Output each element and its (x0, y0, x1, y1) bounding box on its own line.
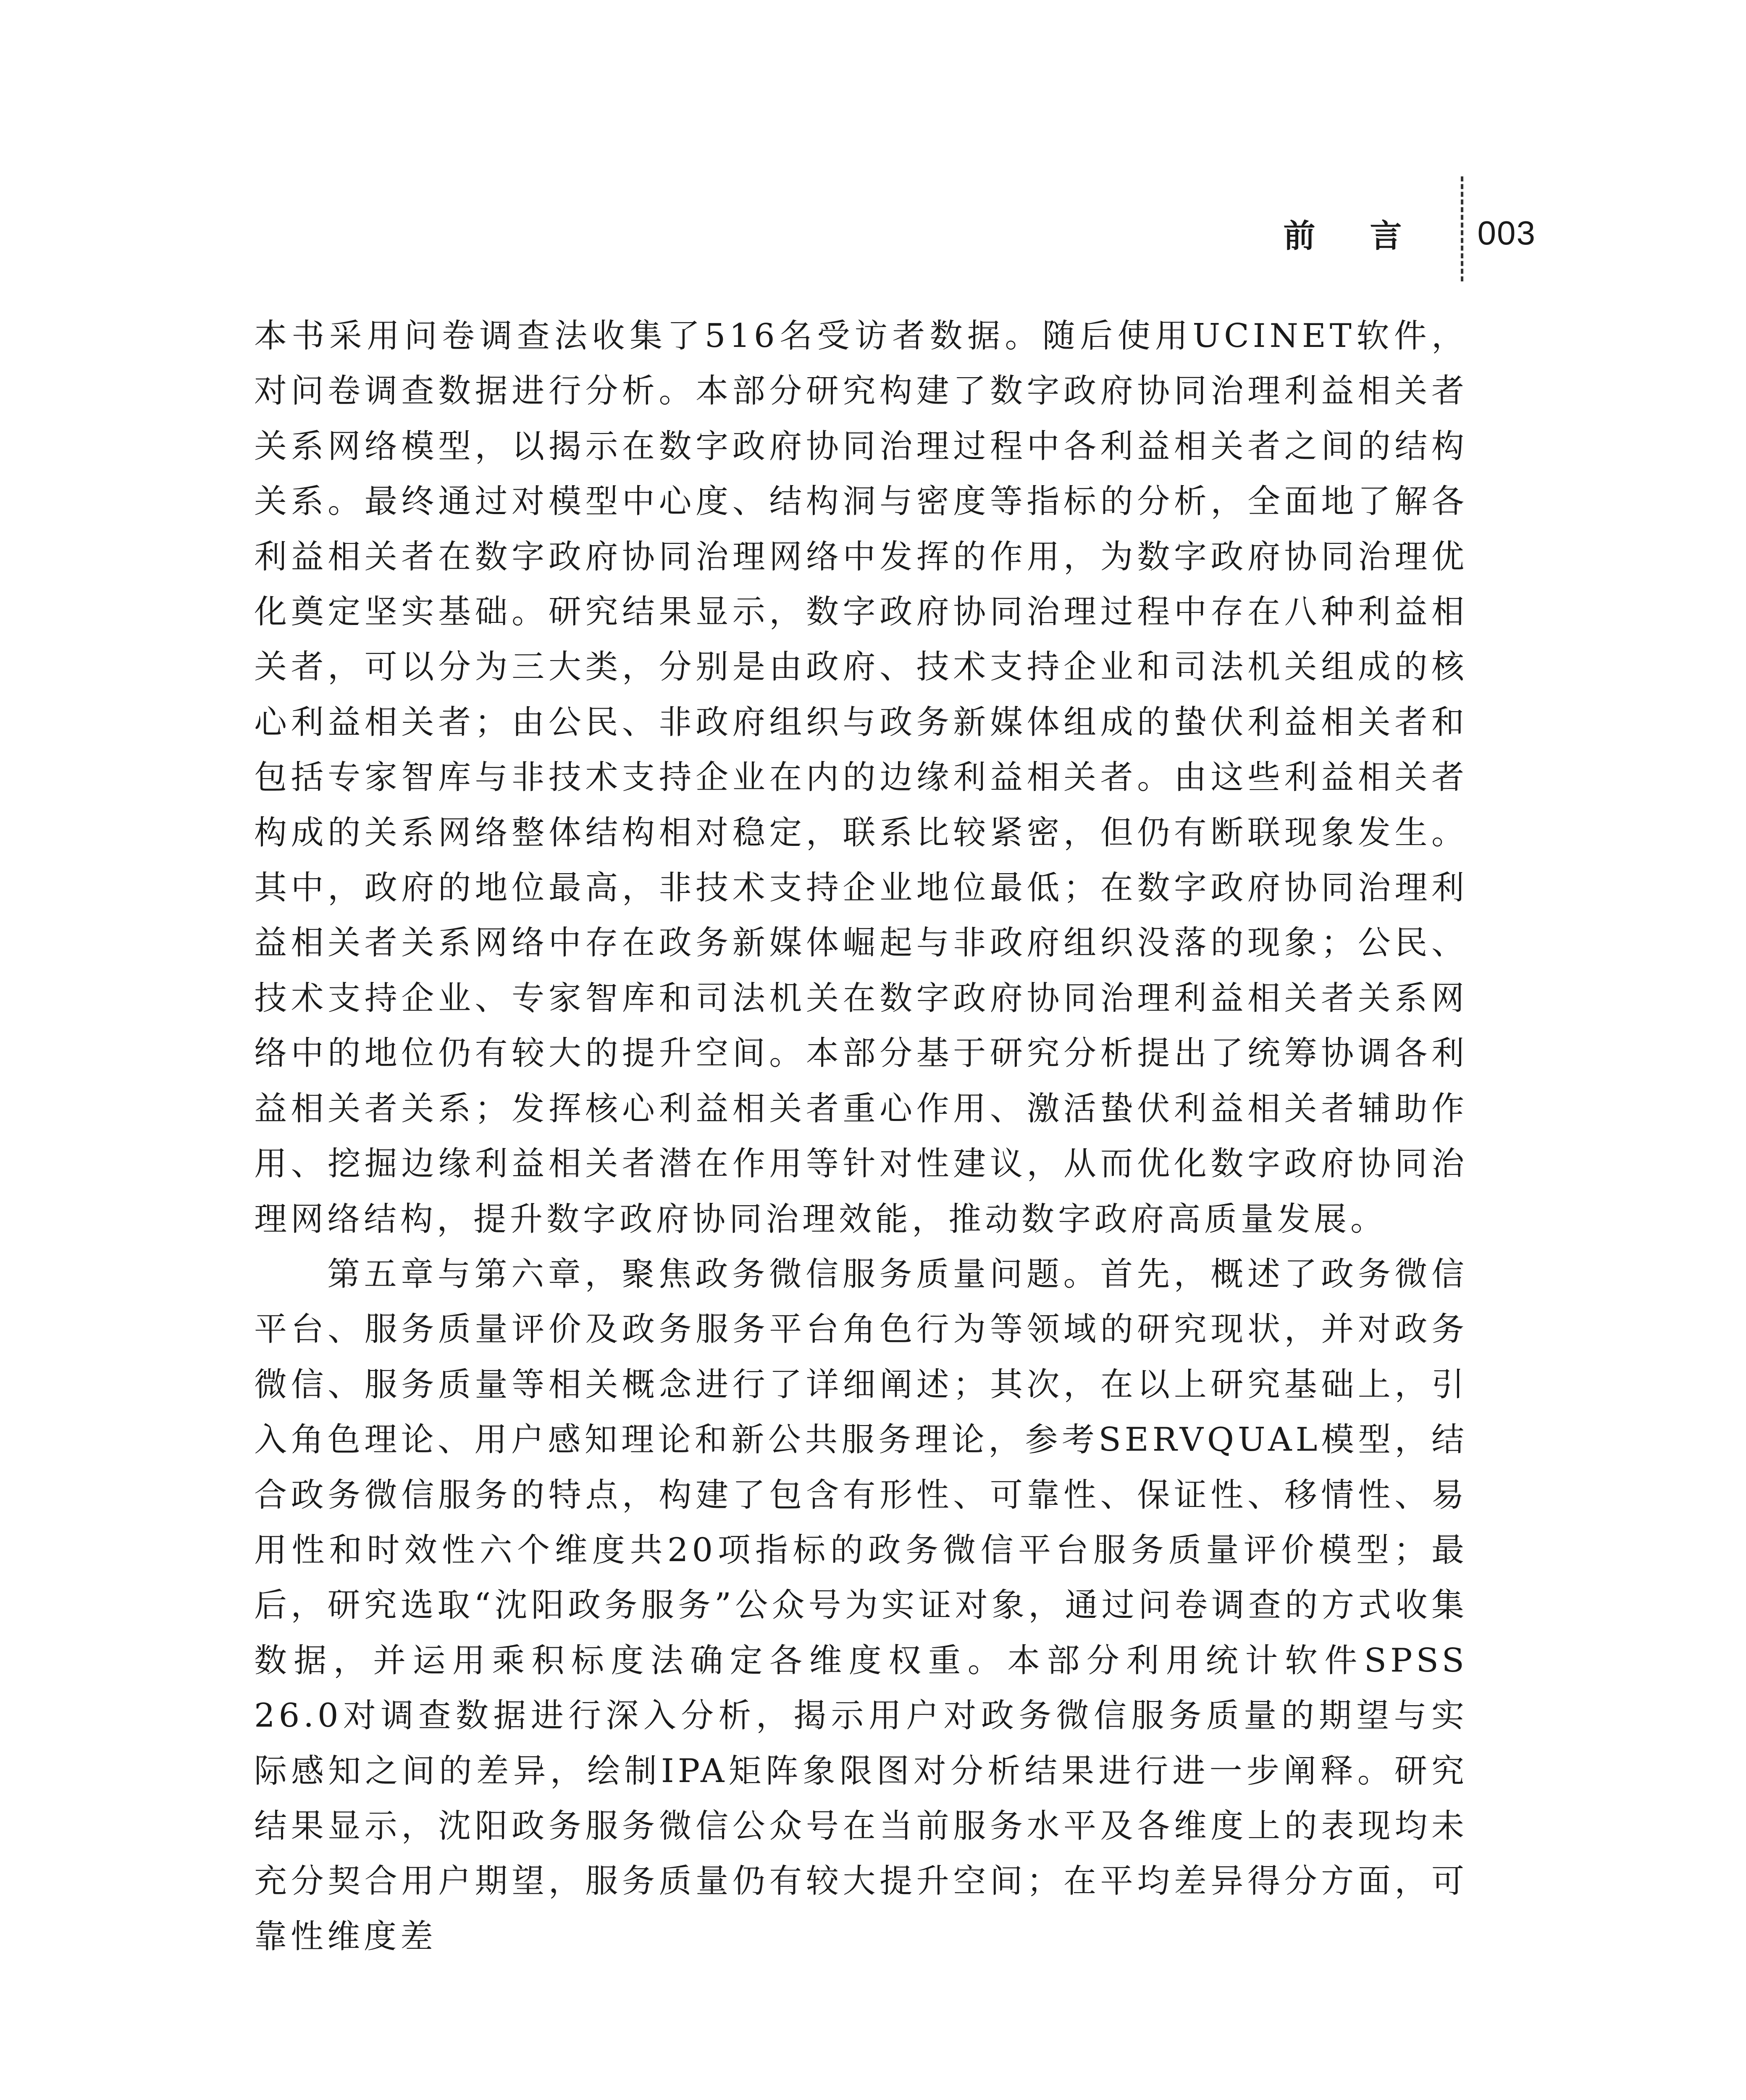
running-head (1284, 197, 1536, 269)
body-text (254, 309, 1468, 1964)
section-name: 前言 (1283, 217, 1457, 255)
paragraph-1: 本书采用问卷调查法收集了516名受访者数据。随后使用UCINET软件，对问卷调查数据进行分析。本部分研究构建了数字政府协同治理利益相关者关系网络模型，以揭示在数字政府协同治理过程中各利益相关者之间的结构关系。最终通过对模型中心度、结构洞与密度等指标的分析，全面地了解各利益相关者在数字政府协同治理网络中发挥的作用，为数字政府协同治理优化奠定坚实基础。研究结果显示，数字政府协同治理过程中存在八种利益相关者，可以分为三大类，分别是由政府、技术支持企业和司法机关组成的核心利益相关者；由公民、非政府组织与政务新媒体组成的蛰伏利益相关者和包括专家智库与非技术支持企业在内的边缘利益相关者。由这些利益相关者构成的关系网络整体结构相对稳定，联系比较紧密，但仍有断联现象发生。其中，政府的地位最高，非技术支持企业地位最低；在数字政府协同治理利益相关者关系网络中存在政务新媒体崛起与非政府组织没落的现象；公民、技术支持企业、专家智库和司法机关在数字政府协同治理利益相关者关系网络中的地位仍有较大的提升空间。本部分基于研究分析提出了统筹协调各利益相关者关系；发挥核心利益相关者重心作用、激活蛰伏利益相关者辅助作用、挖掘边缘利益相关者潜在作用等针对性建议，从而优化数字政府协同治理网络结构，提升数字政府协同治理效能，推动数字政府高质量发展。 (254, 317, 1468, 1238)
page-number: 003 (1477, 214, 1536, 252)
paragraph-2: 第五章与第六章，聚焦政务微信服务质量问题。首先，概述了政务微信平台、服务质量评价及政务服务平台角色行为等领域的研究现状，并对政务微信、服务质量等相关概念进行了详细阐述；其次，在以上研究基础上，引入角色理论、用户感知理论和新公共服务理论，参考SERVQUAL模型，结合政务微信服务的特点，构建了包含有形性、可靠性、保证性、移情性、易用性和时效性六个维度共20项指标的政务微信平台服务质量评价模型；最后，研究选取“沈阳政务服务”公众号为实证对象，通过问卷调查的方式收集数据，并运用乘积标度法确定各维度权重。本部分利用统计软件SPSS 26.0对调查数据进行深入分析，揭示用户对政务微信服务质量的期望与实际感知之间的差异，绘制IPA矩阵象限图对分析结果进行进一步阐释。研究结果显示，沈阳政务服务微信公众号在当前服务水平及各维度上的表现均未充分契合用户期望，服务质量仍有较大提升空间；在平均差异得分方面，可靠性维度差 (254, 1255, 1468, 1956)
header-divider (1461, 176, 1463, 281)
